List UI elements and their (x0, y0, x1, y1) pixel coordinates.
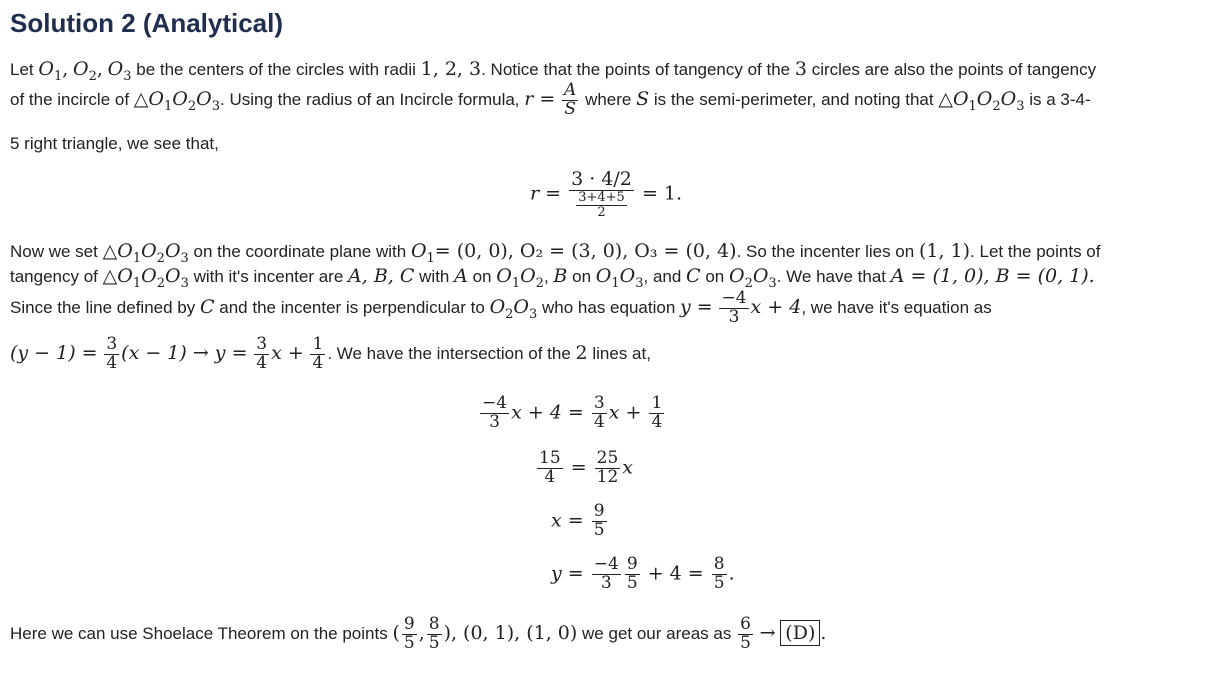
paragraph-1-line-1: Let $O_1$, $O_2$, $O_3$ be the centers of the circles with radii 1, 2, 3. Notice that the points of tangency of the 3 circles are also the points of tangency (10, 58, 1097, 84)
section-heading: Solution 2 (Analytical) (10, 8, 284, 38)
paragraph-4: Here we can use Shoelace Theorem on the points ( $\frac{9}{5}$ , $\frac{8}{5}$ ), (0, 1), (1, 0) we get our areas as $\frac{6}{5}$ → (D) . (10, 614, 827, 653)
answer-box: (D) (780, 620, 820, 646)
equation-row-4: y = $\frac{-4}{3}$ $\frac{9}{5}$ + 4 = $\frac{8}{5}$ . (551, 554, 735, 593)
paragraph-3: (y − 1) = $\frac{3}{4}$ (x − 1) → y = $\frac{3}{4}$ x + $\frac{1}{4}$ . We have the intersection of the 2 lines at, (10, 334, 651, 373)
equation-row-2: $\frac{15}{4}$ = $\frac{25}{12}$ x (539, 448, 634, 487)
equation-row-3: x = $\frac{9}{5}$ (551, 501, 605, 540)
paragraph-1-line-3: 5 right triangle, we see that, (10, 134, 219, 153)
paragraph-2-line-3: Since the line defined by C and the incenter is perpendicular to $O_2O_3$ who has equation y = $\frac{-4}{3}$ x + 4, we have it's equation as (10, 288, 992, 327)
equation-r: r = $\frac{3 \cdot 4/2}{\frac{3+4+5}{2}}$ = 1. (530, 168, 683, 220)
equation-row-1: $\frac{-4}{3}$ x + 4 = $\frac{3}{4}$ x + $\frac{1}{4}$ (482, 393, 663, 432)
fraction-a-over-s: $\frac{A}{S}$ (564, 80, 577, 119)
paragraph-2-line-2: tangency of $\triangle O_1O_2O_3$ with it's incenter are A, B, C with A on $O_1O_2$, B on $O_1O_3$, and C on $O_2O_3$. We have that A = (1, 0), B = (0, 1). (10, 265, 1095, 291)
paragraph-2-line-1: Now we set $\triangle O_1O_2O_3$ on the coordinate plane with $O_1= (0$, 0), O₂ = (3, 0), O₃ = (0, 4). So the incenter lies on (1, 1). Let the points of (10, 240, 1101, 266)
paragraph-1-line-2: of the incircle of $\triangle O_1O_2O_3$. Using the radius of an Incircle formula, r = $\frac{A}{S}$ where S is the semi-perimeter, and noting that $\triangle O_1O_2O_3$ is a 3-4- (10, 80, 1091, 119)
